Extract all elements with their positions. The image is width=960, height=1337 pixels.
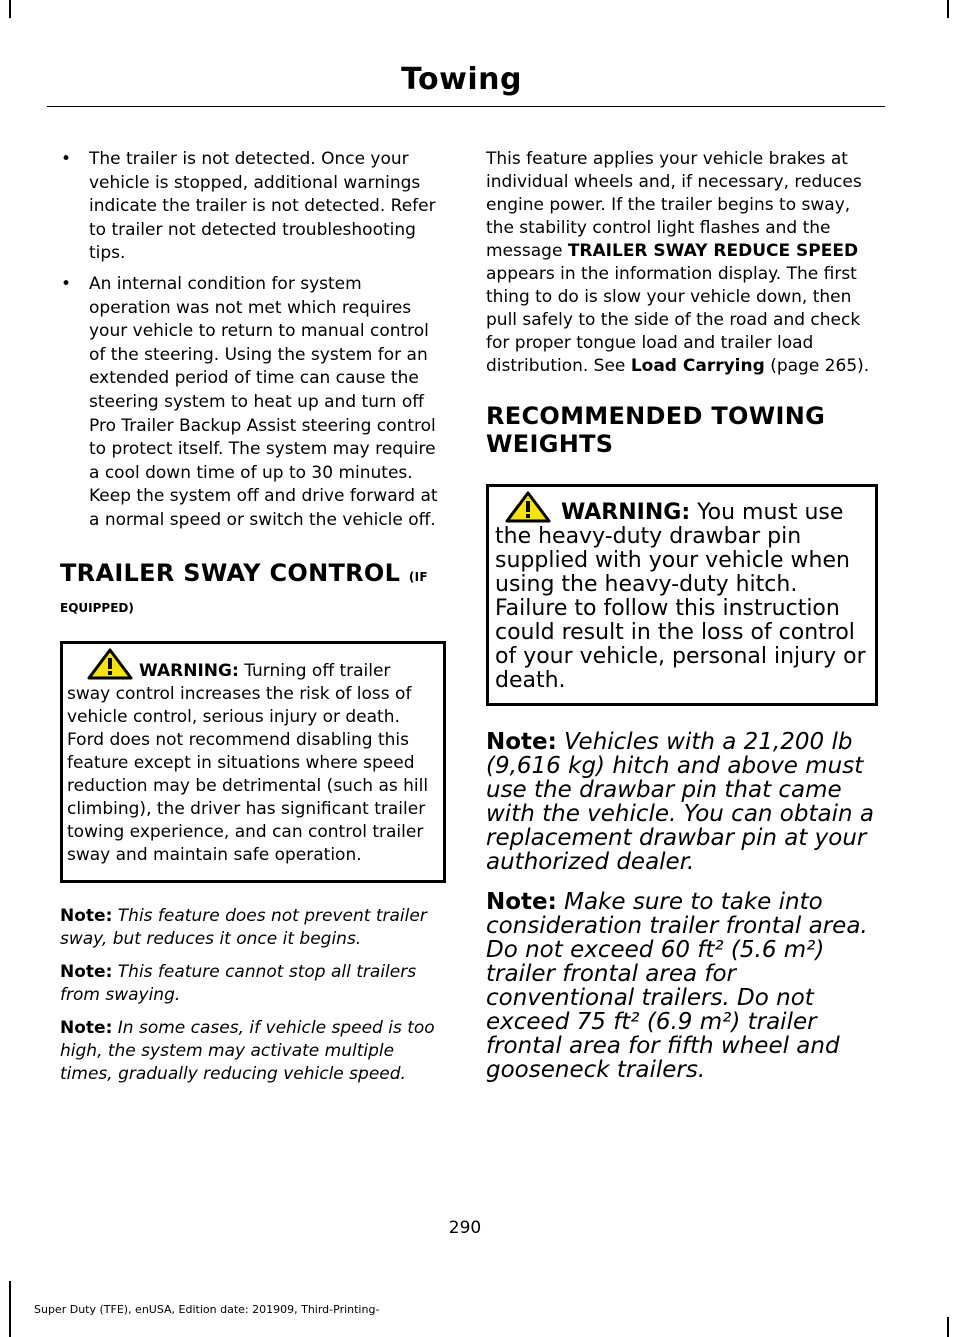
list-item: • An internal condition for system operation was not met which requires your vehicle to return to manual control of the steering. Using the system for an extended period of time can cause the steering system to heat up and turn off Pro Trailer Backup Assist steering control to protect itself. The system may require a cool down time of up to 30 minutes. Keep the system off and drive forward at a normal speed or switch the vehicle off. <box>61 273 438 530</box>
note: Note: In some cases, if vehicle speed is too high, the system may activate multiple times, gradually reducing vehicle speed. <box>60 1017 435 1084</box>
load-carrying-link[interactable]: Load Carrying <box>630 356 765 376</box>
header-divider <box>47 106 885 107</box>
crop-mark <box>947 1317 949 1337</box>
section-heading-suffix: EQUIPPED) <box>60 600 134 615</box>
warning-box: WARNING: You must use the heavy-duty drawbar pin supplied with your vehicle when using the heavy-duty hitch. Failure to follow this instruction could result in the loss of control of your vehicle, personal injury or death. <box>486 484 878 706</box>
right-column <box>486 148 878 1082</box>
list-item: • The trailer is not detected. Once your vehicle is stopped, additional warnings indicate the trailer is not detected. Refer to trailer not detected troubleshooting tips. <box>61 149 436 264</box>
warning-triangle-icon <box>505 491 551 521</box>
crop-mark <box>9 1281 11 1337</box>
note: Note: This feature cannot stop all trailers from swaying. <box>60 961 417 1005</box>
section-heading-towing-weights: RECOMMENDED TOWING WEIGHTS <box>486 402 826 458</box>
note: Note: Vehicles with a 21,200 lb (9,616 kg) hitch and above must use the drawbar pin that came with the vehicle. You can obtain a replacement drawbar pin at your authorized dealer. <box>486 729 874 875</box>
left-column <box>60 148 446 1086</box>
page-title: Towing <box>401 62 522 97</box>
section-heading-trailer-sway: TRAILER SWAY CONTROL (IF <box>60 558 428 587</box>
crop-mark <box>9 0 11 18</box>
bullet-list <box>60 148 446 533</box>
page-number: 290 <box>448 1218 482 1238</box>
bullet-icon: • <box>61 149 72 169</box>
warning-box: WARNING: Turning off trailer sway control increases the risk of loss of vehicle control, serious injury or death. Ford does not recommend disabling this feature except in situations where speed reduction may be detrimental (such as hill climbing), the driver has significant trailer towing experience, and can control trailer sway and maintain safe operation. <box>60 641 446 883</box>
bullet-icon: • <box>61 273 72 294</box>
warning-triangle-icon <box>87 648 133 678</box>
crop-mark <box>947 0 949 18</box>
note: Note: This feature does not prevent trailer sway, but reduces it once it begins. <box>60 905 427 949</box>
note: Note: Make sure to take into consideration trailer frontal area. Do not exceed 60 ft² (5.6 m²) trailer frontal area for conventional trailers. Do not exceed 75 ft² (6.9 m²) trailer frontal area for fifth wheel and gooseneck trailers. <box>486 889 868 1083</box>
body-paragraph: This feature applies your vehicle brakes at individual wheels and, if necessary, reduces engine power. If the trailer begins to sway, the stability control light flashes and the message TRAILER SWAY REDUCE SPEED appears in the information display. The first thing to do is slow your vehicle down, then pull safely to the side of the road and check for proper tongue load and trailer load distribution. See Load Carrying (page 265). <box>486 149 870 376</box>
footer-edition: Super Duty (TFE), enUSA, Edition date: 201909, Third-Printing- <box>34 1303 380 1316</box>
